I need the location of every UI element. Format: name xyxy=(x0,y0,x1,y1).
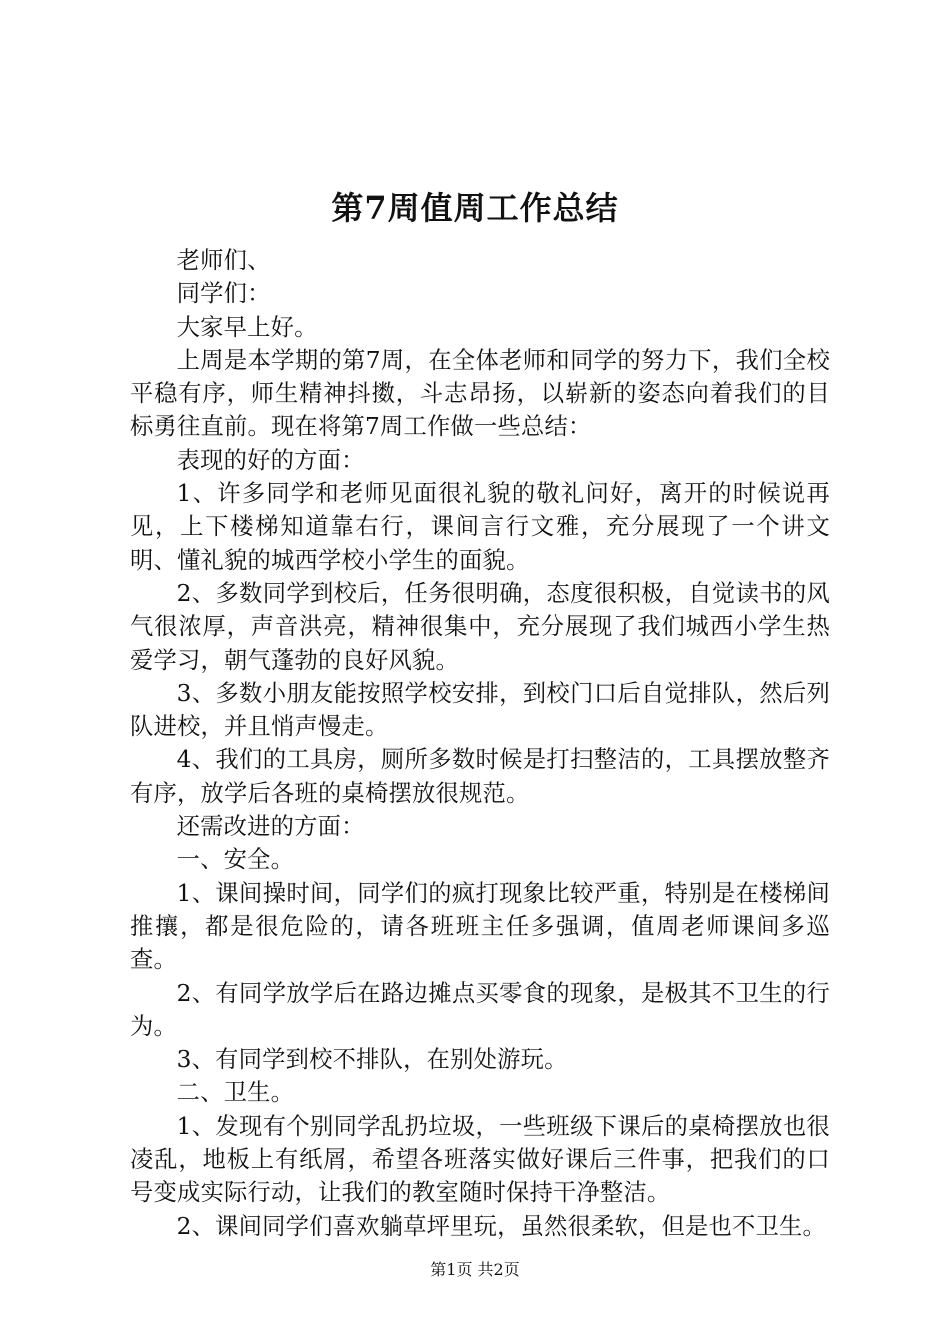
paragraph-safety-item-1: 1、课间操时间，同学们的疯打现象比较严重，特别是在楼梯间推攘，都是很危险的，请各班班主任多强调，值周老师课间多巡查。 xyxy=(130,879,830,974)
paragraph-morning-greeting: 大家早上好。 xyxy=(176,313,318,341)
paragraph-good-heading: 表现的好的方面： xyxy=(176,446,365,474)
paragraph-good-item-3: 3、多数小朋友能按照学校安排，到校门口后自觉排队，然后列队进校，并且悄声慢走。 xyxy=(130,679,830,741)
paragraph-greeting-students: 同学们： xyxy=(176,280,271,308)
paragraph-improve-heading: 还需改进的方面： xyxy=(176,813,365,841)
paragraph-hygiene-item-1: 1、发现有个别同学乱扔垃圾，一些班级下课后的桌椅摆放也很凌乱，地板上有纸屑，希望各班落实做好课后三件事，把我们的口号变成实际行动，让我们的教室随时保持干净整洁。 xyxy=(130,1112,830,1207)
paragraph-safety-item-2: 2、有同学放学后在路边摊点买零食的现象，是极其不卫生的行为。 xyxy=(130,979,830,1040)
page-footer: 第1页 共2页 xyxy=(430,1260,520,1279)
document-body xyxy=(130,244,830,1243)
paragraph-intro: 上周是本学期的第7周，在全体老师和同学的努力下，我们全校平稳有序，师生精神抖擞，斗志昂扬，以崭新的姿态向着我们的目标勇往直前。现在将第7周工作做一些总结： xyxy=(130,346,830,441)
paragraph-safety-item-3: 3、有同学到校不排队，在别处游玩。 xyxy=(176,1046,568,1074)
paragraph-good-item-2: 2、多数同学到校后，任务很明确，态度很积极，自觉读书的风气很浓厚，声音洪亮，精神很集中，充分展现了我们城西小学生热爱学习，朝气蓬勃的良好风貌。 xyxy=(130,579,830,674)
paragraph-good-item-4: 4、我们的工具房，厕所多数时候是打扫整洁的，工具摆放整齐有序，放学后各班的桌椅摆放很规范。 xyxy=(130,746,830,807)
paragraph-hygiene-item-2: 2、课间同学们喜欢躺草坪里玩，虽然很柔软，但是也不卫生。 xyxy=(176,1212,827,1240)
paragraph-safety-heading: 一、安全。 xyxy=(176,846,295,874)
paragraph-greeting-teachers: 老师们、 xyxy=(176,247,271,274)
document-title: 第7周值周工作总结 xyxy=(331,189,619,227)
paragraph-hygiene-heading: 二、卫生。 xyxy=(176,1079,295,1107)
paragraph-good-item-1: 1、许多同学和老师见面很礼貌的敬礼问好，离开的时候说再见，上下楼梯知道靠右行，课间言行文雅，充分展现了一个讲文明、懂礼貌的城西学校小学生的面貌。 xyxy=(130,480,830,574)
